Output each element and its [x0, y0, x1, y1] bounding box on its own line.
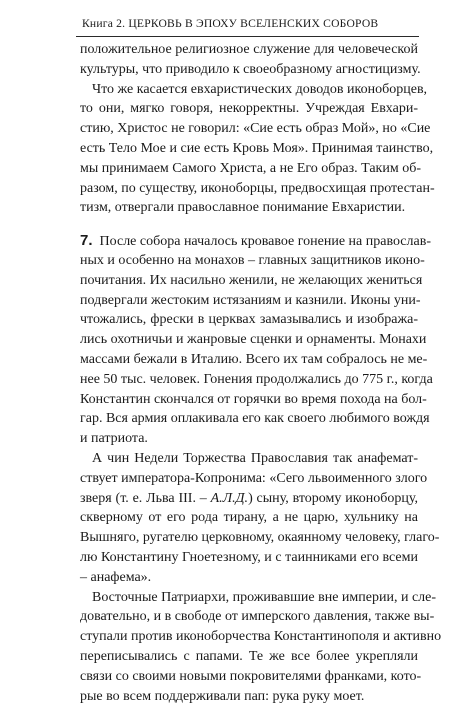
text-line: скверному от его рода тирану, а не царю, хульнику на — [80, 510, 418, 526]
text-line: чтожались, фрески в церквах замазывались и изобража- — [80, 312, 418, 328]
text-line: культуры, что приводило к своеобразному агностицизму. — [80, 61, 421, 77]
section-gap — [80, 218, 418, 231]
text-line: рые во всем поддерживали пап: рука руку моет. — [80, 688, 365, 704]
text-line: Что же касается евхаристических доводов иконоборцев, — [92, 81, 428, 97]
text-line: и патриота. — [80, 431, 148, 447]
text-line: Константин скончался от горячки во время похода на бол- — [80, 391, 427, 407]
text-line: А чин Недели Торжества Православия так анафемат- — [92, 450, 418, 466]
text-line: гар. Вся армия оплакивала его как своего любимого вождя — [80, 411, 430, 427]
paragraph-5 — [80, 588, 442, 707]
author-initials: А.Л.Д. — [210, 490, 249, 506]
running-head: Книга 2. ЦЕРКОВЬ В ЭПОХУ ВСЕЛЕНСКИХ СОБОРОВ — [82, 17, 379, 30]
text-line: ствует императора-Копронима: «Сего львоименного злого — [80, 470, 428, 486]
text-line: стию, Христос не говорил: «Сие есть образ Мой», но «Сие — [80, 121, 431, 137]
text-line — [80, 231, 431, 251]
paragraph-1 — [80, 40, 421, 80]
text-line: довательно, и в свободе от имперского давления, также вы- — [80, 609, 435, 625]
text-segment: зверя (т. е. Льва III. – — [80, 490, 211, 506]
text-line: мы принимаем Самого Христа, а не Его образ. Таким об- — [80, 160, 421, 176]
section-number: 7. — [80, 232, 93, 250]
text-line: почитания. Их насильно женили, не желающих жениться — [80, 272, 423, 288]
text-line: – анафема». — [80, 569, 152, 585]
text-line: подвергали жестоким истязаниям и казнили. Иконы уни- — [80, 292, 421, 308]
text-line: Вышняго, ругателю церковному, окаянному человеку, глаго- — [80, 530, 440, 546]
text-line: переписывались с папами. Те же все более укрепляли — [80, 648, 418, 664]
page-body — [80, 40, 442, 706]
text-line: то они, мягко говоря, некорректны. Учреждая Евхари- — [80, 101, 418, 117]
text-line: есть Тело Мое и сие есть Кровь Моя». Принимая таинство, — [80, 140, 434, 156]
text-line: ступали против иконоборчества Константинополя и активно — [80, 629, 442, 645]
text-line: лю Константину Гноетезному, и с таинниками его всеми — [80, 549, 418, 565]
text-line: связи со своими новыми покровителями франками, кото- — [80, 668, 422, 684]
text-line-content: После собора началось кровавое гонение на православ- — [99, 234, 431, 250]
paragraph-3 — [80, 231, 433, 449]
text-line: лись охотничьи и жанровые сценки и орнаменты. Монахи — [80, 332, 427, 348]
paragraph-4 — [80, 449, 440, 588]
text-line: нее 50 тыс. человек. Гонения продолжались до 775 г., когда — [80, 371, 433, 387]
header-rule — [76, 36, 419, 37]
text-line: тизм, отвергали православное понимание Евхаристии. — [80, 200, 406, 216]
text-line: ных и особенно на монахов – главных защитников иконо- — [80, 252, 425, 268]
text-segment: ) сыну, второму иконоборцу, — [248, 490, 418, 506]
text-line: положительное религиозное служение для человеческой — [80, 42, 418, 57]
paragraph-2 — [80, 80, 435, 219]
text-line: разом, по существу, иконоборцы, предвосхищая протестан- — [80, 180, 435, 196]
text-line: массами бежали в Италию. Всего их там собралось не ме- — [80, 351, 428, 367]
text-line — [80, 489, 418, 509]
text-line: Восточные Патриархи, проживавшие вне империи, и сле- — [92, 589, 437, 605]
